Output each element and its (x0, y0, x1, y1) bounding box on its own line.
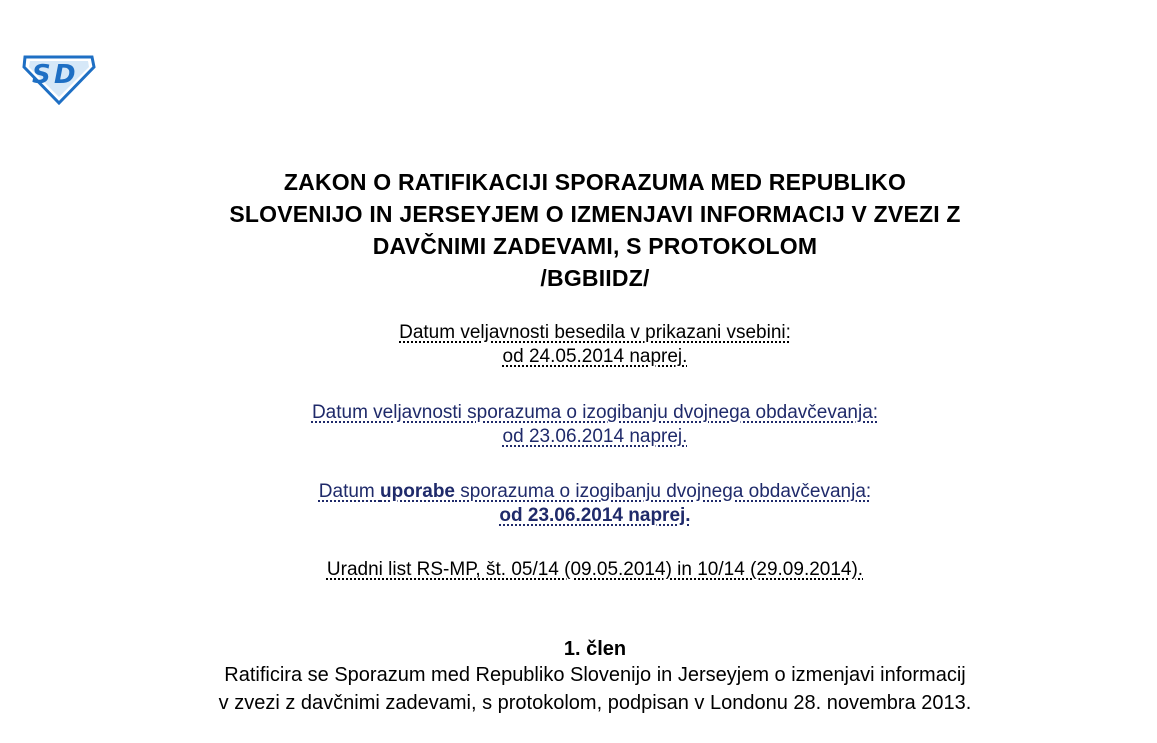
svg-text:S: S (32, 60, 51, 90)
official-gazette-block (100, 558, 1090, 582)
article-body (100, 661, 1090, 717)
agreement-validity-date[interactable]: od 23.06.2014 naprej. (502, 426, 688, 447)
sd-shield-logo-icon (22, 49, 96, 105)
law-code: /BGBIIDZ/ (540, 265, 650, 291)
application-label-suffix: sporazuma o izogibanju dvojnega obdavčevanja: (455, 481, 872, 502)
application-label-prefix: Datum (318, 481, 381, 502)
law-title-line-2: SLOVENIJO IN JERSEYJEM O IZMENJAVI INFORMACIJ V ZVEZI Z (229, 201, 961, 227)
law-title-line-3: DAVČNIMI ZADEVAMI, S PROTOKOLOM (372, 233, 818, 259)
text-validity-block (100, 321, 1090, 369)
agreement-application-date[interactable]: od 23.06.2014 naprej. (499, 505, 691, 526)
agreement-validity-label[interactable]: Datum veljavnosti sporazuma o izogibanju dvojnega obdavčevanja: (311, 402, 879, 423)
agreement-application-label[interactable] (319, 481, 871, 502)
law-title (100, 166, 1090, 294)
text-validity-label[interactable]: Datum veljavnosti besedila v prikazani vsebini: (399, 322, 791, 343)
agreement-application-block (100, 480, 1090, 528)
text-validity-date[interactable]: od 24.05.2014 naprej. (502, 346, 688, 367)
article-heading: 1. člen (563, 638, 627, 660)
agreement-validity-block (100, 401, 1090, 449)
article-body-line-2: v zvezi z davčnimi zadevami, s protokolom, podpisan v Londonu 28. novembra 2013. (218, 692, 972, 714)
law-title-line-1: ZAKON O RATIFIKACIJI SPORAZUMA MED REPUBLIKO (283, 169, 907, 195)
official-gazette-link[interactable]: Uradni list RS-MP, št. 05/14 (09.05.2014) in 10/14 (29.09.2014). (326, 559, 864, 580)
article-body-line-1: Ratificira se Sporazum med Republiko Slovenijo in Jerseyjem o izmenjavi informacij (224, 664, 966, 686)
svg-text:D: D (54, 60, 76, 90)
application-label-emphasis: uporabe (380, 481, 455, 502)
